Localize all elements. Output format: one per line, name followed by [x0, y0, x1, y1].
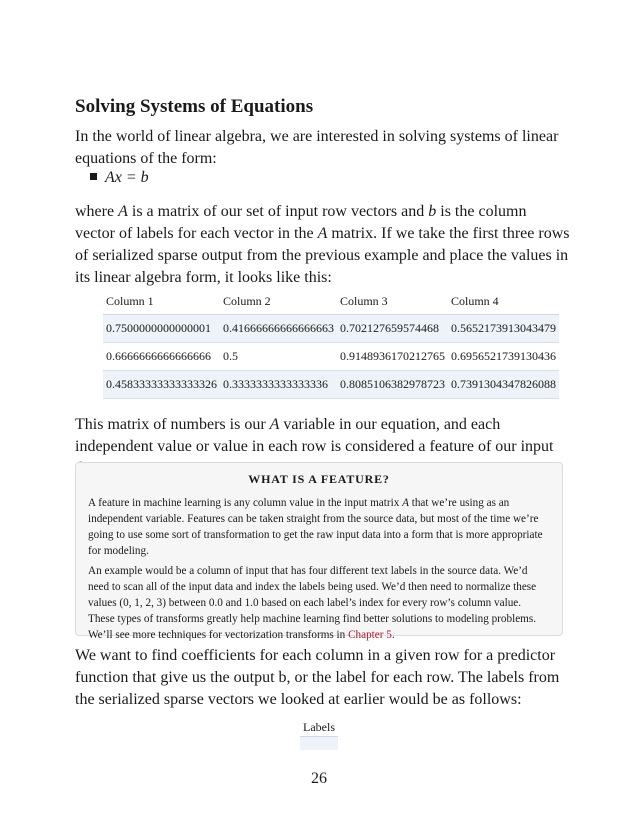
square-bullet-icon — [90, 173, 97, 180]
page-number: 26 — [311, 770, 327, 787]
labels-header-cell: Labels — [300, 718, 338, 737]
sidebar-text-3: An example would be a column of input that has four different text labels in the source data. We’d need to scan all of the input data and index the labels being used. We’d then need to normalize these values (0, 1, 2, 3) between 0.0 and 1.0 based on each label’s index for every row’s column value. These types of transforms greatly help machine learning find better solutions to modeling problems. We’ll see more techniques for vectorization transforms in — [88, 565, 537, 641]
matrix-text-2: variable in our equation, and each independent value or value in each row is considered a feature of our input — [75, 416, 554, 455]
matrix-header-cell: Column 3 — [337, 288, 448, 315]
labels-empty-cell — [300, 737, 338, 751]
matrix-header-cell: Column 2 — [220, 288, 337, 315]
matrix-cell: 0.5 — [223, 349, 238, 363]
equation-text: Ax = b — [105, 169, 149, 186]
matrix-cell: 0.41666666666666663 — [220, 315, 337, 343]
coefficients-paragraph: We want to find coefficients for each column in a given row for a predictor function that give us the output b, or the label for each row. The labels from the serialized sparse vectors we looked at earlier would be as follows: — [75, 647, 560, 708]
sidebar-paragraph-2 — [88, 563, 550, 643]
matrix-cell: 0.3333333333333336 — [220, 371, 337, 399]
matrix-header-row — [103, 288, 559, 315]
sidebar-text-1: A feature in machine learning is any column value in the input matrix — [88, 497, 403, 509]
sidebar-var-a: A — [402, 497, 409, 509]
sidebar-text-2: that we’re using as an independent variable. Features can be taken straight from the source data, but most of the time we’re going to use some sort of transformation to get the raw input data into a form that is more appropriate for modeling. — [88, 497, 543, 557]
matrix-cell: 0.45833333333333326 — [103, 371, 220, 399]
intro-paragraph: In the world of linear algebra, we are interested in solving systems of linear equations of the form: — [75, 128, 559, 167]
where-paragraph — [75, 201, 570, 289]
where-text-1: where — [75, 203, 119, 220]
where-text-3: is the column vector of labels for each vector in the — [75, 203, 527, 242]
matrix-cell: 0.702127659574468 — [337, 315, 448, 343]
feature-sidebar — [75, 462, 563, 641]
table-row — [103, 371, 559, 399]
var-a-2: A — [317, 225, 328, 242]
where-text-4: matrix. If we take the first three rows of serialized sparse output from the previous example and place the values in its linear algebra form, it looks like this: — [75, 225, 570, 286]
matrix-cell: 0.7391304347826088 — [448, 371, 559, 399]
var-b: b — [428, 203, 437, 220]
sidebar-title: WHAT IS A FEATURE? — [248, 472, 390, 486]
matrix-cell: 0.5652173913043479 — [448, 315, 559, 343]
labels-table — [300, 718, 338, 750]
table-row — [103, 343, 559, 371]
matrix-text-1: This matrix of numbers is our — [75, 416, 270, 433]
matrix-cell: 0.8085106382978723 — [337, 371, 448, 399]
section-heading: Solving Systems of Equations — [75, 96, 314, 117]
matrix-header-cell: Column 4 — [448, 288, 559, 315]
matrix-cell: 0.9148936170212765 — [340, 349, 445, 363]
where-text-2: is a matrix of our set of input row vectors and — [127, 203, 429, 220]
var-a-3: A — [269, 416, 280, 433]
matrix-cell: 0.6666666666666666 — [106, 349, 211, 363]
chapter-5-link[interactable]: Chapter 5 — [348, 629, 392, 641]
matrix-cell: 0.7500000000000001 — [103, 315, 220, 343]
equation-bullet — [90, 167, 149, 189]
table-row — [300, 737, 338, 751]
var-a: A — [118, 203, 128, 220]
matrix-table — [103, 288, 559, 399]
labels-header-row — [300, 718, 338, 737]
matrix-header-cell: Column 1 — [103, 288, 220, 315]
sidebar-paragraph-1 — [88, 495, 550, 559]
matrix-cell: 0.6956521739130436 — [451, 349, 556, 363]
sidebar-text-4: . — [391, 629, 395, 641]
table-row — [103, 315, 559, 343]
